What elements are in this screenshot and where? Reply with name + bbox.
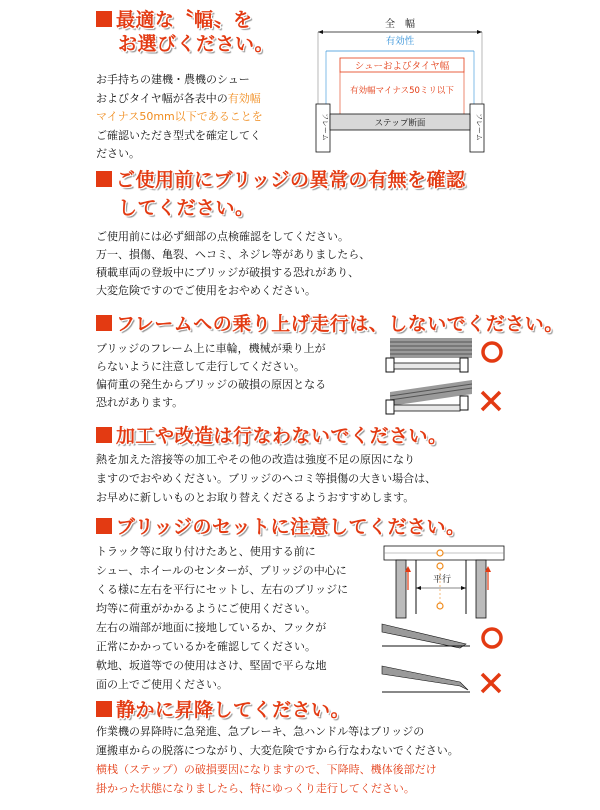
correct-circle-icon (483, 343, 501, 361)
parallel-label: 平行 (432, 575, 452, 585)
section-6-body: 作業機の昇降時に急発進、急ブレーキ、急ハンドル等はブリッジの 運搬車からの脱落につながり、大変危険ですから行なわないでください。 横桟（ステップ）の破損要因になりますので、下降時、機体後部だけ 掛かった状態になりましたら、特にゆっくり走行してください。 (96, 725, 459, 795)
section-6-heading: 静かに昇降してください。 (96, 698, 350, 722)
correct-contact (382, 624, 470, 648)
bullet-square-icon (96, 11, 112, 27)
section-3-heading: フレームへの乗り上げ走行は、しないでください。 (96, 312, 564, 336)
total-width-label: 全 幅 (385, 19, 415, 30)
section-5-heading: ブリッジのセットに注意してください。 (96, 515, 465, 539)
incorrect-cross-icon (482, 392, 500, 410)
correct-wheel-position (386, 338, 472, 372)
shoe-tire-width-label: シューおよびタイヤ幅 (354, 61, 450, 72)
ramp-contact-diagram (380, 620, 510, 700)
section-4-heading: 加工や改造は行なわないでください。 (96, 424, 448, 448)
frame-left-label: フレーム (321, 113, 329, 141)
section-3-body: ブリッジのフレーム上に車輪，機械が乗り上が らないように注意して走行してください。 偏荷重の発生からブリッジの破損の原因となる 恐れがあります。 (96, 342, 327, 409)
section-1-heading: 最適な〝幅〟を お選びください。 (96, 8, 274, 56)
section-5-body: トラック等に取り付けたあと、使用する前に シュー、ホイールのセンターが、ブリッジの中心に くる様に左右を平行にセットし、左右のブリッジに 均等に荷重がかかるようにご使用ください。 左右の端部が地面に接地しているか、フックが 正常にかかっているかを確認してください。 軟地、坂道等での使用はさけ、堅固で平らな地 面の上でご使用ください。 (96, 545, 349, 691)
bullet-square-icon (96, 315, 112, 331)
max-width-note: 有効幅マイナス50ミリ以下 (350, 86, 454, 96)
section-1-body: お手持ちの建機・農機のシュー およびタイヤ幅が各表中の有効幅 マイナス50mm以下であることを ご確認いただき型式を確定してく ださい。 (96, 73, 263, 160)
step-section-label: ステップ断面 (374, 118, 426, 129)
incorrect-contact (382, 666, 470, 692)
frame-right-label: フレーム (475, 113, 483, 141)
bullet-square-icon (96, 701, 112, 717)
section-2-body: ご使用前には必ず細部の点検確認をしてください。 万一、損傷、亀裂、ヘコミ、ネジレ等がありましたら、 積載車両の登坂中にブリッジが破損する恐れがあり、 大変危険ですのでご使用をおやめください。 (96, 230, 371, 297)
section-4-body: 熱を加えた溶接等の加工やその他の改造は強度不足の原因になり ますのでおやめください。ブリッジのヘコミ等損傷の大きい場合は、 お早めに新しいものとお取り替えくださるようおすすめします。 (96, 453, 437, 504)
bullet-square-icon (96, 518, 112, 534)
bullet-square-icon (96, 427, 112, 443)
bullet-square-icon (96, 171, 112, 187)
correct-circle-icon (483, 629, 501, 647)
effective-width-label: 有効性 (385, 36, 415, 47)
frame-ride-diagram (380, 336, 510, 416)
incorrect-wheel-position (386, 380, 472, 414)
width-diagram (302, 14, 500, 154)
incorrect-cross-icon (482, 674, 500, 692)
section-2-heading: ご使用前にブリッジの異常の有無を確認 してください。 (96, 168, 465, 220)
bridge-set-diagram (380, 542, 510, 622)
